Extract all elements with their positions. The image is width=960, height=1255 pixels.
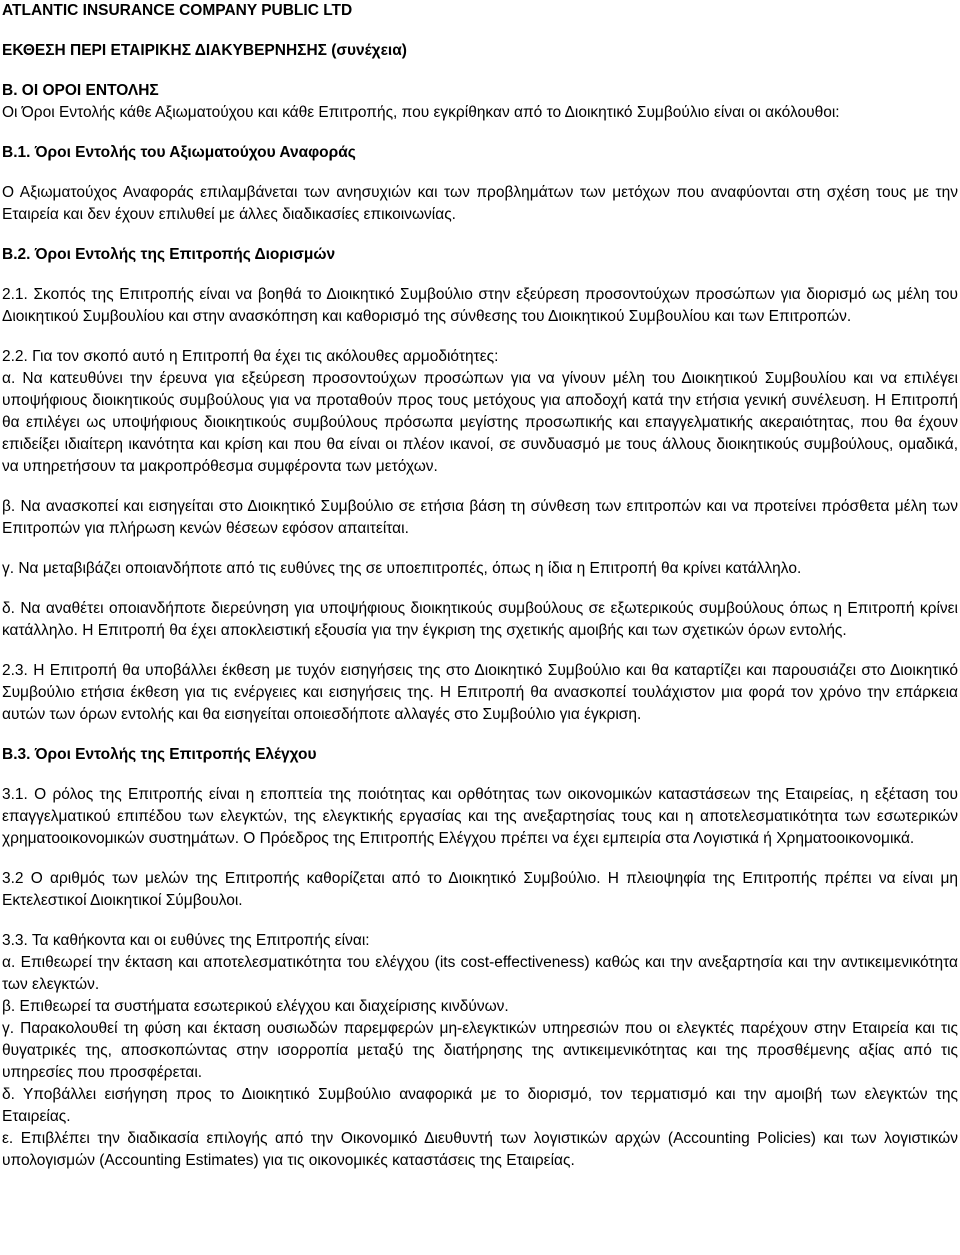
b2-paragraph-2-2-intro: 2.2. Για τον σκοπό αυτό η Επιτροπή θα έχει τις ακόλουθες αρμοδιότητες: <box>2 348 499 365</box>
b3-paragraph-3-3-intro: 3.3. Τα καθήκοντα και οι ευθύνες της Επιτροπής είναι: <box>2 932 370 949</box>
b1-text: Ο Αξιωματούχος Αναφοράς επιλαμβάνεται των ανησυχιών και των προβλημάτων των μετόχων που αναφύονται στη σχέση τους με την Εταιρεία και δεν έχουν επιλυθεί με άλλες διαδικασίες επικοινωνίας. <box>2 184 958 223</box>
b2-paragraph-2-1: 2.1. Σκοπός της Επιτροπής είναι να βοηθά το Διοικητικό Συμβούλιο στην εξεύρεση προσοντούχων προσώπων για διορισμό ως μέλη του Διοικητικού Συμβουλίου και στην ανασκόπηση και καθορισμό της σύνθεσης του Διοικητικού Συμβουλίου και των Επιτροπών. <box>2 286 958 325</box>
b2-paragraph-2-3: 2.3. Η Επιτροπή θα υποβάλλει έκθεση με τυχόν εισηγήσεις της στο Διοικητικό Συμβούλιο και θα καταρτίζει και παρουσιάζει στο Διοικητικό Συμβούλιο ετήσια έκθεση για τις ενέργειες και εισηγήσεις της. Η Επιτροπή θα ανασκοπεί τουλάχιστον μια φορά τον χρόνο την επάρκεια αυτών των όρων εντολής και θα εισηγείται οποιεσδήποτε αλλαγές στο Συμβούλιο για έγκριση. <box>2 662 958 723</box>
b2-heading: Β.2. Όροι Εντολής της Επιτροπής Διορισμών <box>2 246 336 263</box>
b3-item-b: β. Επιθεωρεί τα συστήματα εσωτερικού ελέγχου και διαχείρισης κινδύνων. <box>2 998 509 1015</box>
report-title: ΕΚΘΕΣΗ ΠΕΡΙ ΕΤΑΙΡΙΚΗΣ ΔΙΑΚΥΒΕΡΝΗΣΗΣ (συνέχεια) <box>2 42 407 59</box>
section-b-intro: Οι Όροι Εντολής κάθε Αξιωματούχου και κάθε Επιτροπής, που εγκρίθηκαν από το Διοικητικό Συμβούλιο είναι οι ακόλουθοι: <box>2 104 840 121</box>
b3-item-c: γ. Παρακολουθεί τη φύση και έκταση ουσιωδών παρεμφερών μη-ελεγκτικών υπηρεσιών που οι ελεγκτές παρέχουν στην Εταιρεία και τις θυγατρικές της, αποσκοπώντας στην ισορροπία μεταξύ της διατήρησης της αντικειμενικότητας και της προσθέμενης αξίας από τις υπηρεσίες που προσφέρεται. <box>2 1020 958 1081</box>
b3-item-e: ε. Επιβλέπει την διαδικασία επιλογής από την Οικονομικό Διευθυντή των λογιστικών αρχών (Accounting Policies) και των λογιστικών υπολογισμών (Accounting Estimates) για τις οικονομικές καταστάσεις της Εταιρείας. <box>2 1130 958 1169</box>
b3-paragraph-3-1: 3.1. Ο ρόλος της Επιτροπής είναι η εποπτεία της ποιότητας και ορθότητας των οικονομικών καταστάσεων της Εταιρείας, η εξέταση του επαγγελματικού επιπέδου των ελεγκτών, της ελεγκτικής εργασίας και της ανεξαρτησίας τους και η αποτελεσματικότητα των εσωτερικών χρηματοοικονομικών συστημάτων. Ο Πρόεδρος της Επιτροπής Ελέγχου πρέπει να έχει εμπειρία στα Λογιστικά ή Χρηματοοικονομικά. <box>2 786 958 847</box>
company-name: ATLANTIC INSURANCE COMPANY PUBLIC LTD <box>2 2 353 19</box>
b3-paragraph-3-2: 3.2 Ο αριθμός των μελών της Επιτροπής καθορίζεται από το Διοικητικό Συμβούλιο. Η πλειοψηφία της Επιτροπής πρέπει να είναι μη Εκτελεστικοί Διοικητικοί Σύμβουλοι. <box>2 870 958 909</box>
b2-item-a: α. Να κατευθύνει την έρευνα για εξεύρεση προσοντούχων προσώπων για να γίνουν μέλη του Διοικητικού Συμβουλίου και να επιλέγει υποψήφιους διοικητικούς συμβούλους για να προταθούν προς τους μετόχους για αποδοχή κατά την ετήσια γενική συνέλευση. Η Επιτροπή θα επιλέγει ως υποψήφιους διοικητικούς συμβούλους πρόσωπα μεγίστης προσωπικής και επαγγελματικής ακεραιότητας, που θα έχουν επιδείξει ιδιαίτερη ικανότητα και κρίση και που θα είναι οι πλέον ικανοί, σε συνδυασμό με τους άλλους διοικητικούς συμβούλους, ομαδικά, να υπηρετήσουν τα μακροπρόθεσμα συμφέροντα των μετόχων. <box>2 370 958 475</box>
b1-heading: Β.1. Όροι Εντολής του Αξιωματούχου Αναφοράς <box>2 144 356 161</box>
b2-item-b: β. Να ανασκοπεί και εισηγείται στο Διοικητικό Συμβούλιο σε ετήσια βάση τη σύνθεση των επιτροπών και να προτείνει πρόσθετα μέλη των Επιτροπών για πλήρωση κενών θέσεων εφόσον απαιτείται. <box>2 498 958 537</box>
b2-item-c: γ. Να μεταβιβάζει οποιανδήποτε από τις ευθύνες της σε υποεπιτροπές, όπως η ίδια η Επιτροπή θα κρίνει κατάλληλο. <box>2 560 802 577</box>
b3-item-d: δ. Υποβάλλει εισήγηση προς το Διοικητικό Συμβούλιο αναφορικά με το διορισμό, τον τερματισμό και την αμοιβή των ελεγκτών της Εταιρείας. <box>2 1086 958 1125</box>
b3-item-a: α. Επιθεωρεί την έκταση και αποτελεσματικότητα του ελέγχου (its cost-effectiveness) καθώς και την ανεξαρτησία και την αντικειμενικότητα των ελεγκτών. <box>2 954 958 993</box>
b2-item-d: δ. Να αναθέτει οποιανδήποτε διερεύνηση για υποψήφιους διοικητικούς συμβούλους σε εξωτερικούς συμβούλους όπως η Επιτροπή κρίνει κατάλληλο. Η Επιτροπή θα έχει αποκλειστική εξουσία για την έγκριση της σχετικής αμοιβής και των σχετικών όρων εντολής. <box>2 600 958 639</box>
section-b-heading: Β. ΟΙ ΟΡΟΙ ΕΝΤΟΛΗΣ <box>2 82 159 99</box>
b3-heading: Β.3. Όροι Εντολής της Επιτροπής Ελέγχου <box>2 746 317 763</box>
